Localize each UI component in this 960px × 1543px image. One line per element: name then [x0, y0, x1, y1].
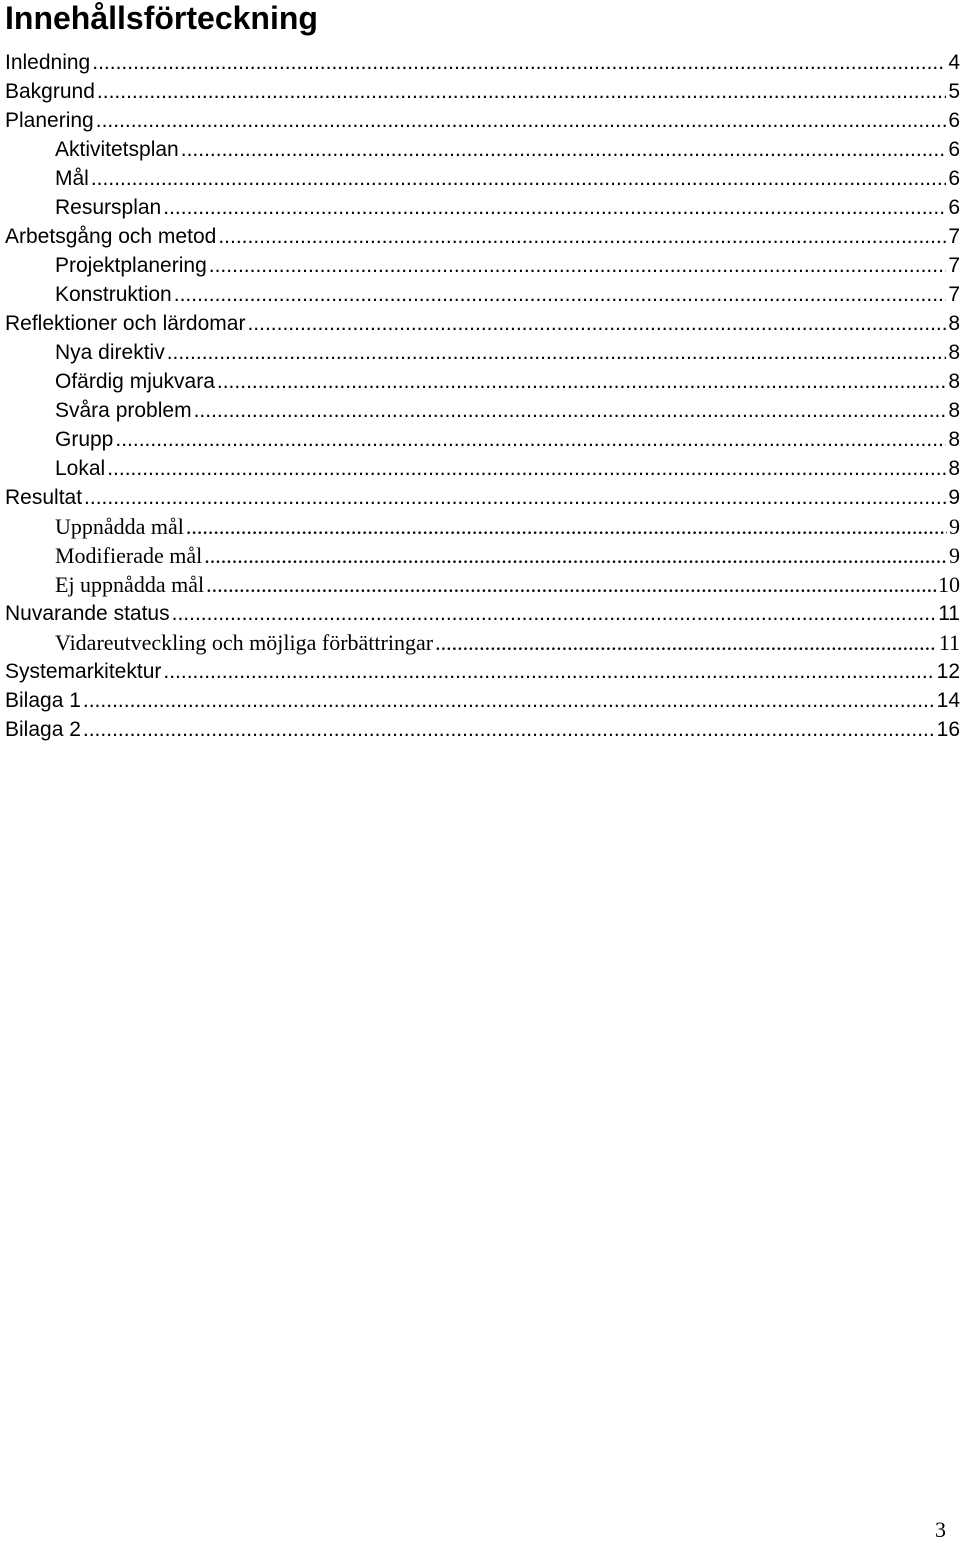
- toc-dot-leader: [92, 48, 946, 77]
- toc-entry[interactable]: [0, 425, 960, 454]
- toc-entry[interactable]: [0, 367, 960, 396]
- toc-entry[interactable]: [0, 338, 960, 367]
- toc-entry[interactable]: [0, 454, 960, 483]
- toc-dot-leader: [194, 396, 947, 425]
- toc-entry-title[interactable]: Lokal: [55, 457, 106, 480]
- toc-entry-page[interactable]: 6: [948, 196, 960, 219]
- toc-dot-leader: [247, 309, 946, 338]
- toc-entry[interactable]: [0, 570, 960, 599]
- toc-entry-title[interactable]: Nuvarande status: [5, 602, 170, 625]
- toc-dot-leader: [84, 483, 946, 512]
- toc-entry[interactable]: [0, 541, 960, 570]
- toc-entry-page[interactable]: 10: [938, 572, 960, 597]
- toc-list: [0, 48, 960, 744]
- toc-dot-leader: [186, 512, 947, 541]
- toc-entry-title[interactable]: Ofärdig mjukvara: [55, 370, 215, 393]
- toc-entry-title[interactable]: Konstruktion: [55, 283, 172, 306]
- toc-entry-page[interactable]: 7: [948, 254, 960, 277]
- toc-entry-page[interactable]: 7: [948, 283, 960, 306]
- toc-entry-title[interactable]: Arbetsgång och metod: [5, 225, 217, 248]
- toc-entry[interactable]: [0, 512, 960, 541]
- toc-entry-page[interactable]: 6: [948, 138, 960, 161]
- toc-entry-page[interactable]: 6: [948, 109, 960, 132]
- toc-entry[interactable]: [0, 280, 960, 309]
- toc-entry-title[interactable]: Resursplan: [55, 196, 162, 219]
- toc-entry[interactable]: [0, 251, 960, 280]
- toc-entry[interactable]: [0, 77, 960, 106]
- toc-entry-title[interactable]: Reflektioner och lärdomar: [5, 312, 246, 335]
- toc-entry-page[interactable]: 12: [936, 660, 960, 683]
- toc-entry[interactable]: [0, 396, 960, 425]
- toc-entry-page[interactable]: 11: [938, 602, 960, 625]
- toc-entry[interactable]: [0, 164, 960, 193]
- toc-dot-leader: [174, 280, 947, 309]
- toc-entry-title[interactable]: Ej uppnådda mål: [55, 572, 205, 597]
- toc-dot-leader: [217, 367, 946, 396]
- toc-entry-title[interactable]: Bilaga 1: [5, 689, 81, 712]
- toc-entry[interactable]: [0, 628, 960, 657]
- toc-heading: Innehållsförteckning: [5, 0, 318, 36]
- toc-entry-page[interactable]: 7: [948, 225, 960, 248]
- toc-dot-leader: [163, 193, 946, 222]
- toc-dot-leader: [435, 628, 937, 657]
- toc-dot-leader: [204, 541, 947, 570]
- toc-entry-page[interactable]: 8: [948, 312, 960, 335]
- toc-entry-title[interactable]: Inledning: [5, 51, 91, 74]
- toc-entry-title[interactable]: Projektplanering: [55, 254, 207, 277]
- toc-entry-page[interactable]: 16: [936, 718, 960, 741]
- toc-dot-leader: [96, 106, 947, 135]
- toc-entry-page[interactable]: 9: [949, 514, 960, 539]
- toc-entry-page[interactable]: 6: [948, 167, 960, 190]
- toc-entry-page[interactable]: 14: [936, 689, 960, 712]
- toc-entry-page[interactable]: 9: [948, 486, 960, 509]
- toc-entry[interactable]: [0, 686, 960, 715]
- toc-entry-page[interactable]: 9: [949, 543, 960, 568]
- toc-dot-leader: [181, 135, 947, 164]
- toc-entry-title[interactable]: Grupp: [55, 428, 114, 451]
- toc-entry[interactable]: [0, 599, 960, 628]
- toc-entry[interactable]: [0, 309, 960, 338]
- toc-entry-title[interactable]: Nya direktiv: [55, 341, 165, 364]
- toc-entry[interactable]: [0, 48, 960, 77]
- toc-dot-leader: [163, 657, 934, 686]
- toc-dot-leader: [172, 599, 937, 628]
- toc-entry[interactable]: [0, 135, 960, 164]
- toc-entry-title[interactable]: Svåra problem: [55, 399, 192, 422]
- toc-entry[interactable]: [0, 657, 960, 686]
- toc-entry-page[interactable]: 8: [948, 370, 960, 393]
- toc-entry-title[interactable]: Aktivitetsplan: [55, 138, 179, 161]
- toc-dot-leader: [218, 222, 946, 251]
- toc-entry-title[interactable]: Systemarkitektur: [5, 660, 162, 683]
- toc-entry-title[interactable]: Modifierade mål: [55, 543, 203, 568]
- toc-entry-page[interactable]: 8: [948, 428, 960, 451]
- toc-entry-page[interactable]: 8: [948, 399, 960, 422]
- toc-entry-page[interactable]: 11: [938, 630, 960, 655]
- toc-entry[interactable]: [0, 715, 960, 744]
- toc-entry[interactable]: [0, 222, 960, 251]
- toc-entry-page[interactable]: 8: [948, 341, 960, 364]
- toc-dot-leader: [83, 686, 935, 715]
- toc-entry-page[interactable]: 5: [948, 80, 960, 103]
- toc-dot-leader: [91, 164, 946, 193]
- toc-dot-leader: [97, 77, 946, 106]
- toc-entry-title[interactable]: Bakgrund: [5, 80, 95, 103]
- toc-entry[interactable]: [0, 483, 960, 512]
- toc-dot-leader: [83, 715, 935, 744]
- toc-entry-title[interactable]: Resultat: [5, 486, 83, 509]
- toc-entry-title[interactable]: Uppnådda mål: [55, 514, 184, 539]
- toc-dot-leader: [167, 338, 947, 367]
- toc-dot-leader: [115, 425, 946, 454]
- toc-dot-leader: [107, 454, 946, 483]
- toc-entry-page[interactable]: 4: [948, 51, 960, 74]
- toc-entry-title[interactable]: Bilaga 2: [5, 718, 81, 741]
- toc-entry[interactable]: [0, 106, 960, 135]
- toc-entry[interactable]: [0, 193, 960, 222]
- toc-entry-title[interactable]: Mål: [55, 167, 89, 190]
- toc-dot-leader: [206, 570, 936, 599]
- toc-entry-title[interactable]: Planering: [5, 109, 94, 132]
- toc-entry-title[interactable]: Vidareutveckling och möjliga förbättringar: [55, 630, 434, 655]
- toc-entry-page[interactable]: 8: [948, 457, 960, 480]
- toc-dot-leader: [209, 251, 947, 280]
- page-number: 3: [935, 1517, 946, 1542]
